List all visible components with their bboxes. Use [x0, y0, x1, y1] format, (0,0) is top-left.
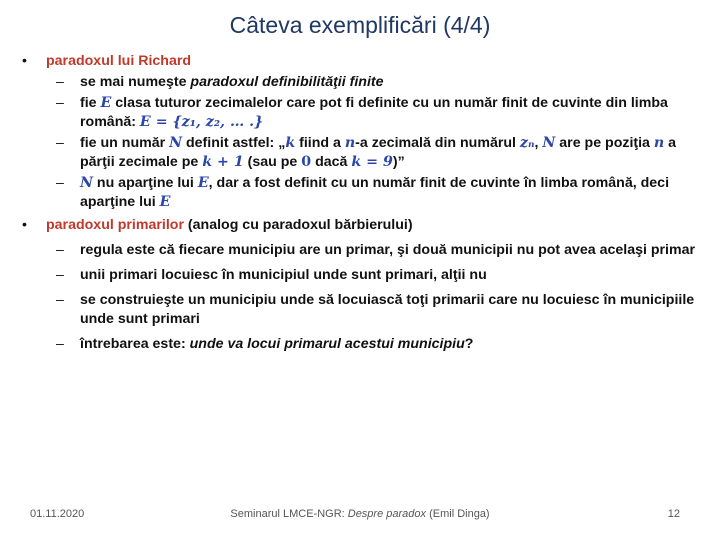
footer-text: (Emil Dinga) — [426, 508, 490, 520]
dash-icon: – — [56, 175, 64, 191]
text: unii primari locuiesc în municipiul unde sunt primari, alţii nu — [80, 267, 487, 283]
math-symbol: N — [542, 135, 556, 151]
math-symbol: E — [159, 194, 171, 210]
text: întrebarea este: — [80, 336, 190, 352]
text: ? — [464, 336, 474, 352]
sub-item — [20, 335, 700, 354]
text: , dar a fost definit cu un număr finit de cuvinte în limba română, deci aparţine lui — [80, 175, 670, 210]
italic-text: unde va locui primarul acestui municipiu — [189, 336, 465, 352]
math-symbol: N — [80, 175, 93, 191]
math-symbol: E — [100, 95, 112, 111]
text: fie — [80, 95, 101, 111]
text: definit astfel: „ — [182, 135, 286, 151]
text: )” — [392, 154, 405, 170]
math-expression: k = 9 — [351, 154, 393, 170]
sub-item — [20, 73, 700, 92]
sub-item — [20, 291, 700, 329]
dash-icon: – — [56, 267, 64, 283]
sub-item — [20, 134, 700, 172]
sub-item — [20, 241, 700, 260]
sub-item — [20, 94, 700, 132]
math-symbol: 0 — [301, 154, 312, 170]
dash-icon: – — [56, 95, 64, 111]
math-symbol: k — [285, 135, 296, 151]
dash-icon: – — [56, 336, 64, 352]
text: fie un număr — [80, 135, 170, 151]
sub-item — [20, 174, 700, 212]
text: se construieşte un municipiu unde să locuiască toţi primarii care nu locuiesc în municipiile unde sunt primari — [80, 292, 695, 327]
italic-text: paradoxul definibilităţii finite — [190, 74, 384, 90]
footer-date: 01.11.2020 — [30, 508, 85, 520]
slide-content — [20, 52, 700, 354]
text: clasa tuturor zecimalelor care pot fi definite cu un număr finit de cuvinte din limba română: — [80, 95, 668, 130]
bullet-heading: paradoxul primarilor — [46, 217, 184, 233]
footer-page-number: 12 — [667, 508, 680, 520]
math-symbol: E — [139, 114, 151, 130]
sub-item — [20, 266, 700, 285]
math-symbol: N — [169, 135, 183, 151]
text: se mai numeşte — [80, 74, 191, 90]
footer-italic: Despre paradox — [347, 508, 427, 520]
text: , — [534, 135, 543, 151]
text: dacă — [311, 154, 352, 170]
slide-title-text: Câteva exemplificări — [229, 12, 444, 38]
slide-title — [0, 12, 720, 39]
dash-icon: – — [56, 292, 64, 308]
bullet-richard — [20, 52, 700, 71]
math-set: = {z₁, z₂, … .} — [150, 114, 264, 130]
text: a părţii zecimale pe — [80, 135, 677, 170]
math-symbol: n — [344, 135, 356, 151]
math-symbol: E — [197, 175, 209, 191]
text: fiind a — [295, 135, 345, 151]
text: (sau pe — [243, 154, 302, 170]
dash-icon: – — [56, 74, 64, 90]
dash-icon: – — [56, 135, 64, 151]
bullet-primari — [20, 216, 700, 235]
text: -a zecimală din numărul — [355, 135, 520, 151]
footer-text: Seminarul LMCE-NGR: — [230, 508, 348, 520]
math-symbol: zₙ — [519, 135, 535, 151]
math-expression: k + 1 — [202, 154, 244, 170]
text: nu aparţine lui — [92, 175, 198, 191]
bullet-heading-rest: (analog cu paradoxul bărbierului) — [183, 217, 413, 233]
text: are pe poziţia — [555, 135, 654, 151]
bullet-heading: paradoxul lui Richard — [46, 53, 192, 69]
bullet-icon: • — [22, 217, 27, 233]
slide-title-counter: (4/4) — [443, 12, 491, 38]
math-symbol: n — [653, 135, 665, 151]
dash-icon: – — [56, 242, 64, 258]
text: regula este că fiecare municipiu are un primar, şi două municipii nu pot avea acelaşi primar — [80, 242, 696, 258]
bullet-icon: • — [22, 53, 27, 69]
footer-title — [0, 508, 720, 520]
